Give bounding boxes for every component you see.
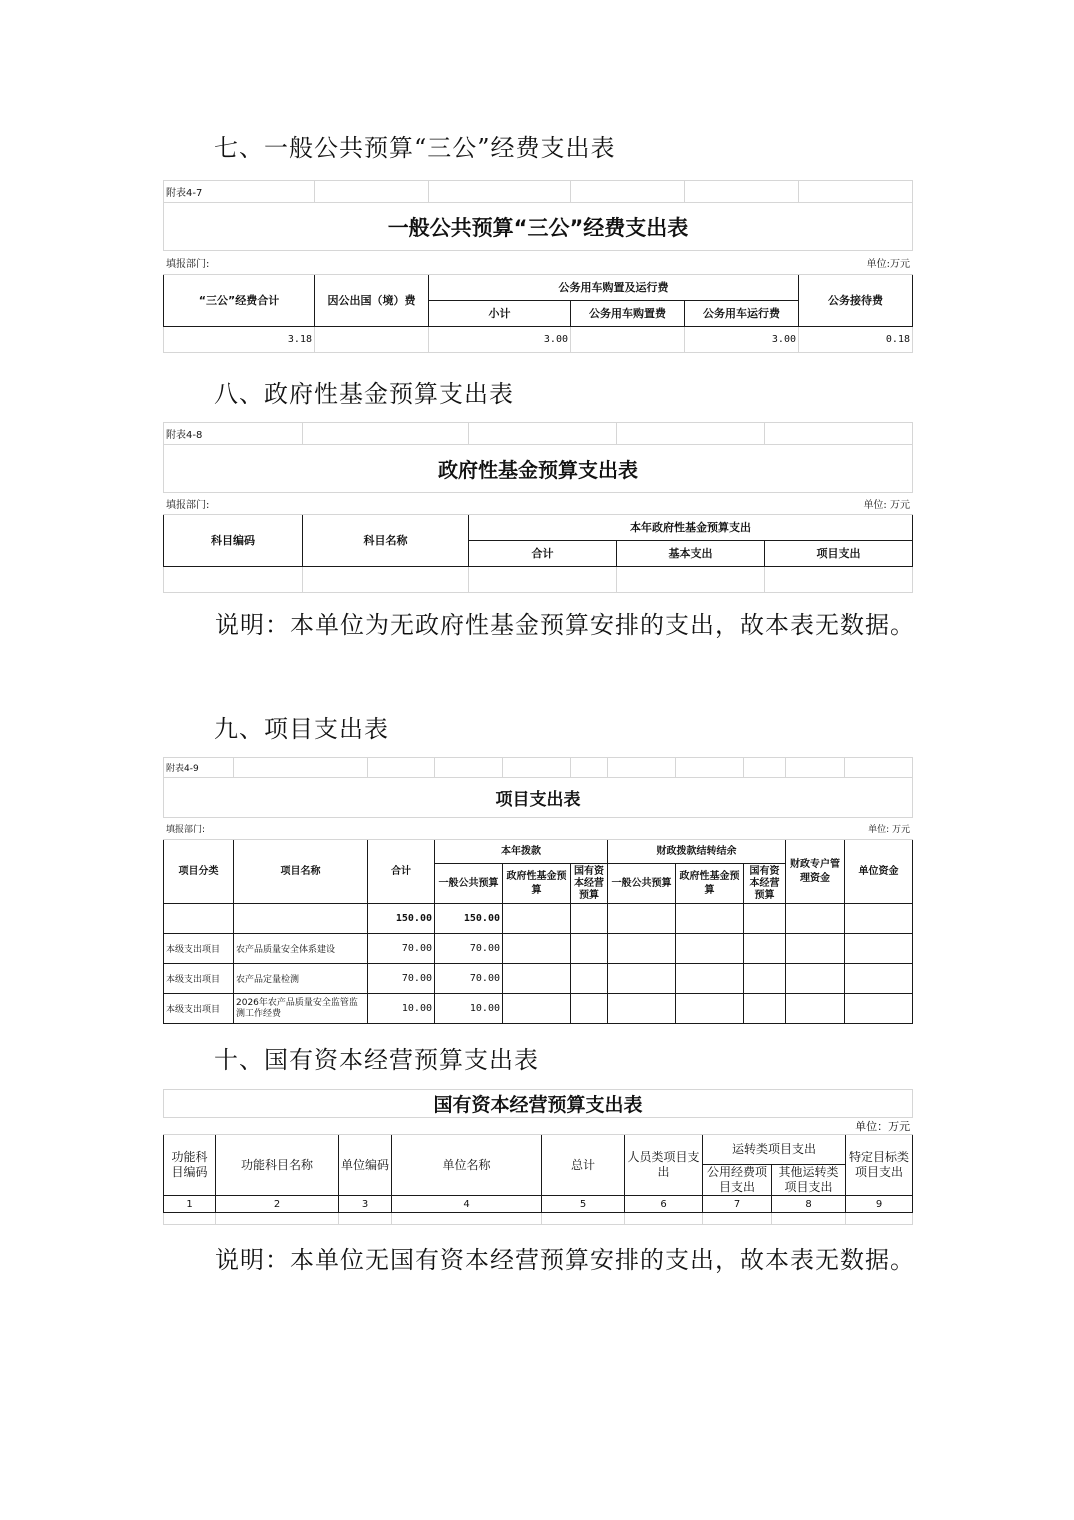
index-row [164, 1196, 913, 1213]
state-capital-table [163, 1089, 913, 1225]
header-func-name: 功能科目名称 [216, 1135, 339, 1196]
section-8-note: 说明：本单位为无政府性基金预算安排的支出，故本表无数据。 [215, 611, 915, 639]
section-10-note: 说明：本单位无国有资本经营预算安排的支出，故本表无数据。 [215, 1246, 915, 1274]
header-code: 科目编码 [164, 515, 303, 567]
header-total: “三公”经费合计 [164, 275, 315, 327]
dept-label: 填报部门: [164, 818, 234, 840]
unit-label: 单位：万元 [846, 1118, 913, 1135]
index-cell: 7 [703, 1196, 772, 1213]
header-state: 国有资本经营预算 [571, 864, 608, 904]
header-carryover: 财政拨款结转结余 [608, 840, 786, 864]
header-abroad: 因公出国（境）费 [315, 275, 429, 327]
header-public: 公用经费项目支出 [703, 1165, 772, 1196]
header-group: 本年政府性基金预算支出 [469, 515, 913, 541]
header-subtotal: 小计 [429, 301, 571, 327]
three-public-expense-table [163, 180, 913, 353]
header-unit-name: 单位名称 [392, 1135, 542, 1196]
header-other: 其他运转类项目支出 [772, 1165, 846, 1196]
cell-general: 10.00 [435, 994, 503, 1024]
table-title: 一般公共预算“三公”经费支出表 [164, 203, 913, 251]
cell-category [164, 904, 234, 934]
unit-label: 单位: 万元 [845, 818, 913, 840]
header-reception: 公务接待费 [799, 275, 913, 327]
header-state2: 国有资本经营预算 [744, 864, 786, 904]
cell-total: 3.18 [164, 327, 315, 353]
dept-label: 填报部门: [164, 493, 303, 515]
table-number: 附表4-7 [164, 181, 315, 203]
index-cell: 1 [164, 1196, 216, 1213]
unit-label: 单位: 万元 [765, 493, 913, 515]
cell-purchase [571, 327, 685, 353]
header-purchase: 公务用车购置费 [571, 301, 685, 327]
table-number: 附表4-9 [164, 758, 234, 778]
header-transfer: 运转类项目支出 [703, 1135, 846, 1165]
cell-name: 2026年农产品质量安全监管监测工作经费 [234, 994, 368, 1024]
header-total: 总计 [542, 1135, 625, 1196]
header-unit-code: 单位编码 [339, 1135, 392, 1196]
index-cell: 5 [542, 1196, 625, 1213]
cell-total: 10.00 [368, 994, 435, 1024]
section-10-heading: 十、国有资本经营预算支出表 [214, 1046, 539, 1074]
cell-total: 70.00 [368, 934, 435, 964]
section-8-heading: 八、政府性基金预算支出表 [214, 380, 514, 408]
cell-category: 本级支出项目 [164, 964, 234, 994]
cell-general: 150.00 [435, 904, 503, 934]
cell-general: 70.00 [435, 934, 503, 964]
header-specific: 特定目标类项目支出 [846, 1135, 913, 1196]
cell-total: 70.00 [368, 964, 435, 994]
header-category: 项目分类 [164, 840, 234, 904]
header-general: 一般公共预算 [435, 864, 503, 904]
table-row [164, 994, 913, 1024]
cell-name [234, 904, 368, 934]
index-cell: 3 [339, 1196, 392, 1213]
header-fund: 政府性基金预算 [503, 864, 571, 904]
cell-name: 农产品定量检测 [234, 964, 368, 994]
header-current: 本年拨款 [435, 840, 608, 864]
cell-name: 农产品质量安全体系建设 [234, 934, 368, 964]
header-basic: 基本支出 [617, 541, 765, 567]
cell-reception: 0.18 [799, 327, 913, 353]
unit-label: 单位:万元 [799, 251, 913, 275]
cell-category: 本级支出项目 [164, 934, 234, 964]
header-project: 项目支出 [765, 541, 913, 567]
table-row [164, 904, 913, 934]
cell-total: 150.00 [368, 904, 435, 934]
section-9-heading: 九、项目支出表 [214, 715, 389, 743]
index-cell: 6 [625, 1196, 703, 1213]
header-name: 项目名称 [234, 840, 368, 904]
table-row [164, 964, 913, 994]
cell-operation: 3.00 [685, 327, 799, 353]
header-operation: 公务用车运行费 [685, 301, 799, 327]
header-fund2: 政府性基金预算 [676, 864, 744, 904]
header-func-code: 功能科目编码 [164, 1135, 216, 1196]
cell-subtotal: 3.00 [429, 327, 571, 353]
index-cell: 8 [772, 1196, 846, 1213]
header-vehicle: 公务用车购置及运行费 [429, 275, 799, 301]
header-own: 单位资金 [845, 840, 913, 904]
table-number: 附表4-8 [164, 423, 303, 445]
header-sum: 合计 [469, 541, 617, 567]
table-row [164, 934, 913, 964]
header-general2: 一般公共预算 [608, 864, 676, 904]
header-special: 财政专户管理资金 [786, 840, 845, 904]
cell-abroad [315, 327, 429, 353]
table-title: 项目支出表 [164, 778, 913, 818]
index-cell: 4 [392, 1196, 542, 1213]
table-title: 国有资本经营预算支出表 [164, 1090, 913, 1118]
index-cell: 9 [846, 1196, 913, 1213]
table-title: 政府性基金预算支出表 [164, 445, 913, 493]
cell-general: 70.00 [435, 964, 503, 994]
project-expense-table [163, 757, 913, 1024]
header-personnel: 人员类项目支出 [625, 1135, 703, 1196]
dept-label: 填报部门: [164, 251, 315, 275]
header-name: 科目名称 [303, 515, 469, 567]
cell-category: 本级支出项目 [164, 994, 234, 1024]
index-cell: 2 [216, 1196, 339, 1213]
header-total: 合计 [368, 840, 435, 904]
government-fund-table [163, 422, 913, 593]
section-7-heading: 七、一般公共预算“三公”经费支出表 [214, 134, 616, 162]
